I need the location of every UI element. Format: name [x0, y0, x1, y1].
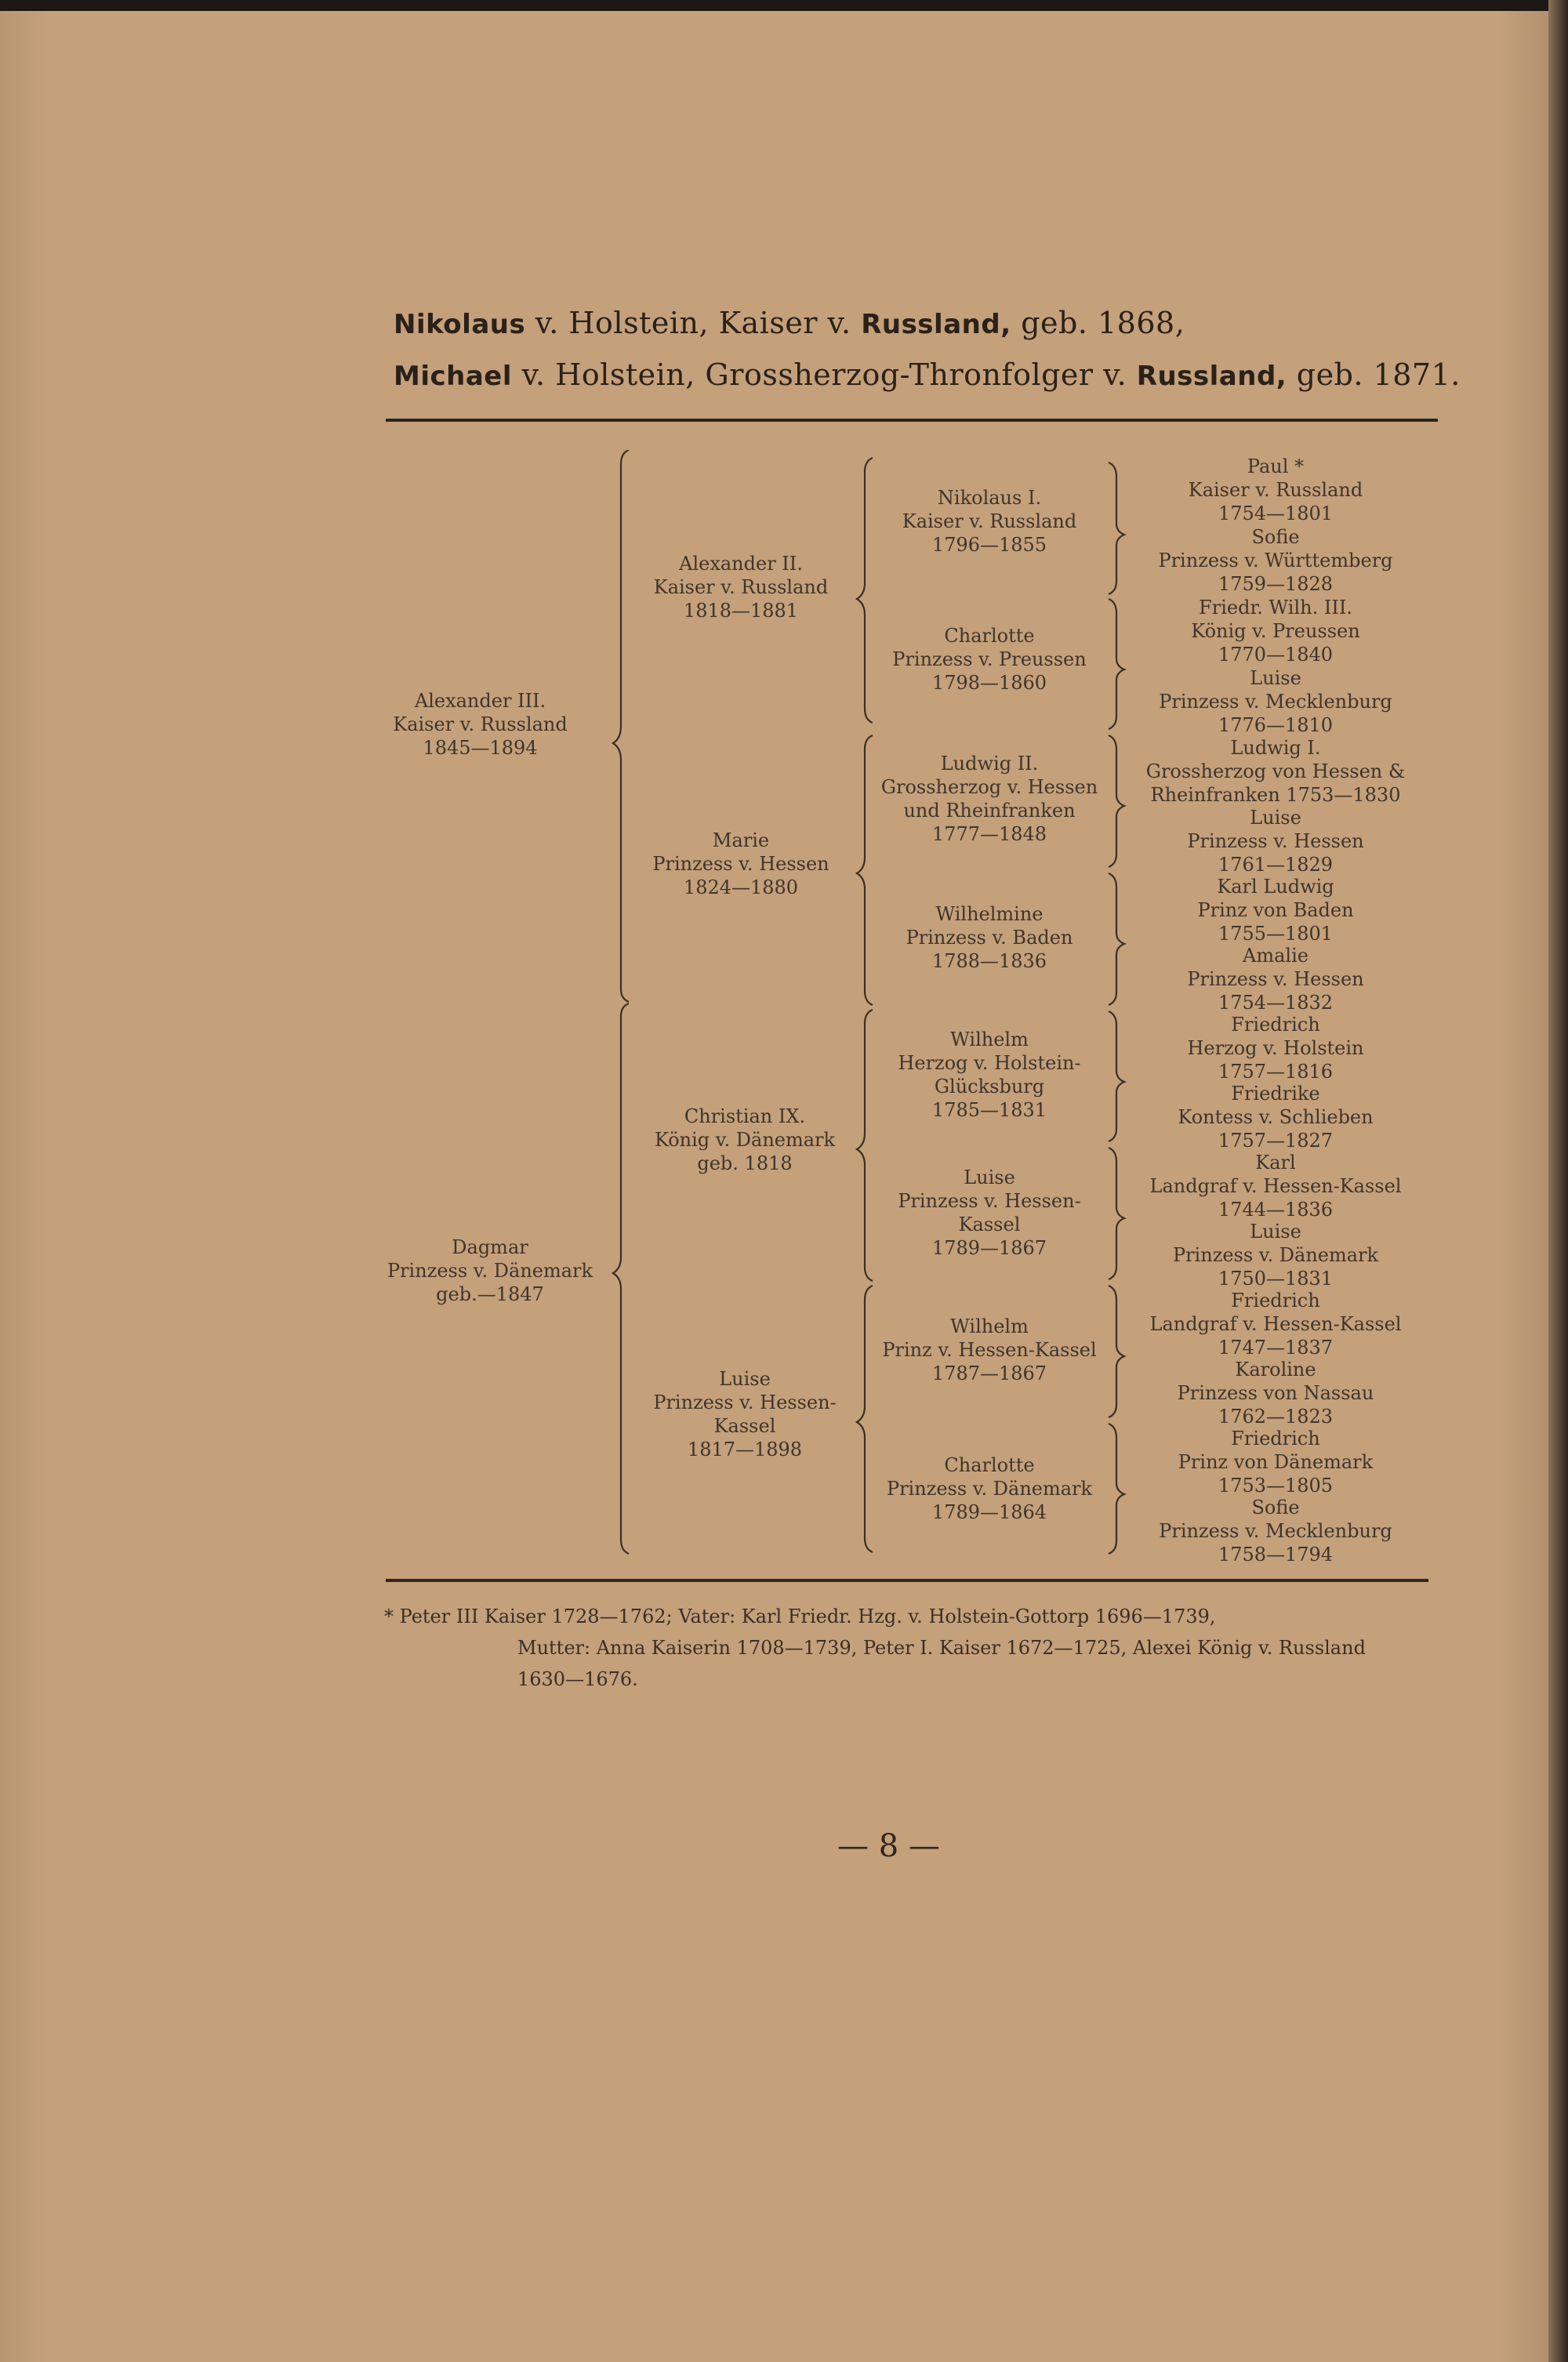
- gen4-entry-luise-hessen: Luise Prinzess v. Hessen 1761—1829: [1187, 807, 1364, 876]
- gen4-entry-ludwig-i: Ludwig I. Grossherzog von Hessen & Rheinfranken 1753—1830: [1145, 737, 1406, 806]
- gen1-entry-alexander-iii: Alexander III. Kaiser v. Russland 1845—1894: [393, 690, 568, 759]
- gen4-entry-paul: Paul * Kaiser v. Russland 1754—1801: [1188, 455, 1363, 524]
- gen4-entry-karl-ludwig: Karl Ludwig Prinz von Baden 1755—1801: [1197, 876, 1354, 945]
- title-line-1: Nikolaus v. Holstein, Kaiser v. Russland, geb. 1868,: [394, 306, 1185, 340]
- gen3-entry-ludwig-ii: Ludwig II. Grossherzog v. Hessen und Rheinfranken 1777—1848: [880, 753, 1098, 845]
- gen3-entry-charlotte: Charlotte Prinzess v. Preussen 1798—1860: [892, 625, 1087, 694]
- gen3-entry-wilhelm-holstein: Wilhelm Herzog v. Holstein- Glücksburg 1785—1831: [898, 1029, 1081, 1121]
- footnote-line-2: Mutter: Anna Kaiserin 1708—1739, Peter I. Kaiser 1672—1725, Alexei König v. Russland: [517, 1637, 1366, 1659]
- gen4-entry-amalie: Amalie Prinzess v. Hessen 1754—1832: [1187, 945, 1364, 1014]
- gen4-entry-friedrich-daenemark: Friedrich Prinz von Dänemark 1753—1805: [1178, 1428, 1374, 1497]
- footnote-line-1: * Peter III Kaiser 1728—1762; Vater: Karl Friedr. Hzg. v. Holstein-Gottorp 1696—1739,: [384, 1606, 1216, 1627]
- title-line-2: Michael v. Holstein, Grossherzog-Thronfolger v. Russland, geb. 1871.: [394, 357, 1461, 392]
- brace-gen2: [849, 450, 880, 1555]
- gen4-entry-friedrich-holstein: Friedrich Herzog v. Holstein 1757—1816: [1187, 1014, 1364, 1083]
- gen4-entry-friedrike: Friedrike Kontess v. Schlieben 1757—1827: [1178, 1083, 1374, 1152]
- gen3-entry-wilhelmine: Wilhelmine Prinzess v. Baden 1788—1836: [906, 903, 1073, 972]
- gen3-entry-charlotte-daenemark: Charlotte Prinzess v. Dänemark 1789—1864: [886, 1454, 1093, 1523]
- document-page: [0, 11, 1562, 2362]
- gen3-entry-luise-kassel: Luise Prinzess v. Hessen- Kassel 1789—1867: [898, 1166, 1081, 1259]
- brace-gen3: [1098, 450, 1129, 1555]
- book-binding-edge: [1548, 0, 1568, 2362]
- gen4-entry-karl: Karl Landgraf v. Hessen-Kassel 1744—1836: [1149, 1152, 1402, 1221]
- gen3-entry-wilhelm-kassel: Wilhelm Prinz v. Hessen-Kassel 1787—1867: [882, 1315, 1097, 1384]
- gen4-entry-friedrich-wilhelm-iii: Friedr. Wilh. III. König v. Preussen 1770—1840: [1191, 597, 1360, 666]
- top-rule: [386, 419, 1438, 422]
- page-number: — 8 —: [837, 1828, 940, 1864]
- gen2-entry-marie: Marie Prinzess v. Hessen 1824—1880: [652, 829, 829, 898]
- gen1-entry-dagmar: Dagmar Prinzess v. Dänemark geb.—1847: [387, 1236, 593, 1305]
- bottom-rule: [386, 1579, 1428, 1582]
- gen4-entry-luise-mecklenburg: Luise Prinzess v. Mecklenburg 1776—1810: [1159, 667, 1392, 736]
- brace-gen1: [604, 450, 635, 1555]
- gen4-entry-luise-daenemark: Luise Prinzess v. Dänemark 1750—1831: [1172, 1221, 1379, 1290]
- gen3-entry-nikolaus-i: Nikolaus I. Kaiser v. Russland 1796—1855: [902, 487, 1077, 556]
- gen4-entry-sofie-mecklenburg: Sofie Prinzess v. Mecklenburg 1758—1794: [1159, 1497, 1392, 1566]
- gen2-entry-christian-ix: Christian IX. König v. Dänemark geb. 1818: [654, 1105, 836, 1174]
- gen2-entry-luise: Luise Prinzess v. Hessen- Kassel 1817—1898: [653, 1368, 837, 1460]
- gen4-entry-sofie: Sofie Prinzess v. Württemberg 1759—1828: [1158, 526, 1393, 595]
- footnote-line-3: 1630—1676.: [517, 1668, 638, 1690]
- gen4-entry-karoline: Karoline Prinzess von Nassau 1762—1823: [1177, 1359, 1374, 1428]
- gen4-entry-friedrich-kassel: Friedrich Landgraf v. Hessen-Kassel 1747—1837: [1149, 1290, 1402, 1359]
- gen2-entry-alexander-ii: Alexander II. Kaiser v. Russland 1818—1881: [653, 553, 829, 622]
